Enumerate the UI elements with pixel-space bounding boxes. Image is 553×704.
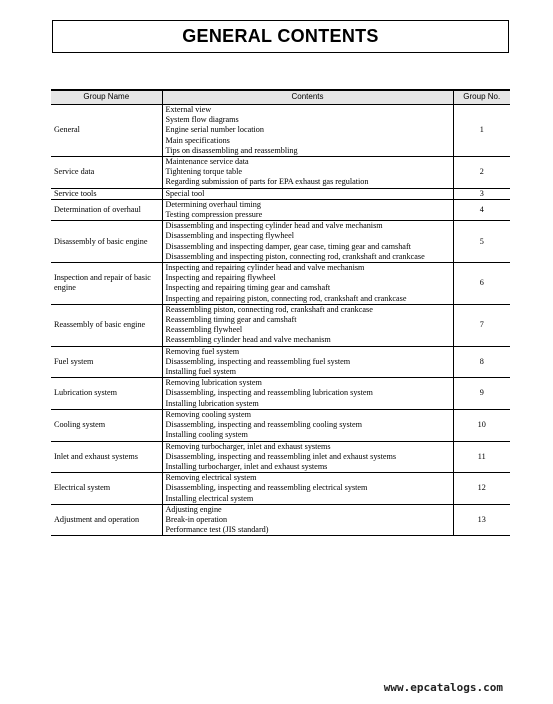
contents-cell <box>162 188 453 199</box>
contents-item: System flow diagrams <box>165 115 239 125</box>
contents-cell <box>162 409 453 441</box>
contents-item: Maintenance service data <box>165 157 249 167</box>
contents-table <box>51 89 510 536</box>
contents-item: Inspecting and repairing cylinder head and valve mechanism <box>165 263 365 273</box>
group-name-cell: Lubrication system <box>51 378 162 410</box>
contents-item: Removing lubrication system <box>165 378 262 388</box>
group-number-cell: 6 <box>453 263 510 305</box>
table-row <box>51 441 510 473</box>
group-number-cell: 13 <box>453 504 510 536</box>
group-name-cell: Service data <box>51 157 162 189</box>
group-number-cell: 7 <box>453 304 510 346</box>
contents-item: Disassembling, inspecting and reassembling lubrication system <box>165 388 373 398</box>
group-number-cell: 1 <box>453 105 510 157</box>
group-number-cell: 2 <box>453 157 510 189</box>
contents-item: Installing cooling system <box>165 430 248 440</box>
group-name-cell: Disassembly of basic engine <box>51 221 162 263</box>
contents-item: Disassembling, inspecting and reassembling fuel system <box>165 356 351 366</box>
group-name-cell: Inspection and repair of basic engine <box>51 263 162 305</box>
contents-item: Reassembling piston, connecting rod, crankshaft and crankcase <box>165 304 373 314</box>
table-row <box>51 188 510 199</box>
contents-item: Removing turbocharger, inlet and exhaust systems <box>165 441 331 451</box>
table-header-row <box>51 90 510 105</box>
contents-cell <box>162 441 453 473</box>
table-row <box>51 199 510 220</box>
table-row <box>51 346 510 378</box>
contents-cell <box>162 157 453 189</box>
contents-item: Disassembling and inspecting flywheel <box>165 231 294 241</box>
group-name-cell: Adjustment and operation <box>51 504 162 536</box>
contents-item: Removing electrical system <box>165 473 257 483</box>
table-row <box>51 105 510 157</box>
group-name-cell: Reassembly of basic engine <box>51 304 162 346</box>
header-group-name: Group Name <box>51 90 162 105</box>
group-number-cell: 5 <box>453 221 510 263</box>
contents-item: Disassembling, inspecting and reassembling electrical system <box>165 483 368 493</box>
contents-item: Removing fuel system <box>165 346 240 356</box>
contents-cell <box>162 378 453 410</box>
table-row <box>51 263 510 305</box>
contents-item: Testing compression pressure <box>165 210 263 220</box>
contents-item: Installing electrical system <box>165 493 254 503</box>
group-name-cell: Cooling system <box>51 409 162 441</box>
contents-item: Reassembling cylinder head and valve mechanism <box>165 335 331 345</box>
contents-item: Inspecting and repairing piston, connecting rod, crankshaft and crankcase <box>165 293 407 303</box>
contents-item: Performance test (JIS standard) <box>165 525 269 535</box>
contents-item: Break-in operation <box>165 514 228 524</box>
contents-item: Engine serial number location <box>165 125 264 135</box>
contents-item: Reassembling timing gear and camshaft <box>165 315 297 325</box>
contents-item: Tightening torque table <box>165 167 243 177</box>
table-row <box>51 504 510 536</box>
contents-item: Determining overhaul timing <box>165 199 261 209</box>
contents-cell <box>162 221 453 263</box>
group-number-cell: 10 <box>453 409 510 441</box>
contents-item: Disassembling and inspecting piston, connecting rod, crankshaft and crankcase <box>165 251 425 261</box>
contents-item: Disassembling and inspecting cylinder head and valve mechanism <box>165 221 383 231</box>
contents-item: Disassembling, inspecting and reassembling cooling system <box>165 420 362 430</box>
contents-item: Reassembling flywheel <box>165 325 243 335</box>
group-name-cell: Electrical system <box>51 473 162 505</box>
group-number-cell: 9 <box>453 378 510 410</box>
contents-item: Installing turbocharger, inlet and exhaust systems <box>165 461 328 471</box>
group-name-cell: Service tools <box>51 188 162 199</box>
table-row <box>51 409 510 441</box>
table-row <box>51 221 510 263</box>
contents-item: Regarding submission of parts for EPA exhaust gas regulation <box>165 177 369 187</box>
group-number-cell: 3 <box>453 188 510 199</box>
contents-item: Adjusting engine <box>165 504 222 514</box>
contents-item: Inspecting and repairing timing gear and camshaft <box>165 283 331 293</box>
contents-item: Main specifications <box>165 135 230 145</box>
group-number-cell: 12 <box>453 473 510 505</box>
title-box <box>52 20 509 53</box>
contents-item: External view <box>165 105 212 114</box>
contents-cell <box>162 105 453 157</box>
table-row <box>51 473 510 505</box>
footer-url[interactable]: www.epcatalogs.com <box>383 681 503 694</box>
contents-item: Inspecting and repairing flywheel <box>165 273 276 283</box>
group-number-cell: 8 <box>453 346 510 378</box>
contents-item: Installing lubrication system <box>165 398 259 408</box>
contents-item: Special tool <box>165 188 205 198</box>
contents-item: Installing fuel system <box>165 367 236 377</box>
page-title: GENERAL CONTENTS <box>182 26 379 46</box>
contents-item: Disassembling, inspecting and reassembling inlet and exhaust systems <box>165 451 397 461</box>
table-row <box>51 304 510 346</box>
contents-cell <box>162 263 453 305</box>
group-name-cell: Inlet and exhaust systems <box>51 441 162 473</box>
contents-item: Tips on disassembling and reassembling <box>165 145 298 155</box>
contents-cell <box>162 473 453 505</box>
group-name-cell: General <box>51 105 162 157</box>
contents-cell <box>162 304 453 346</box>
header-contents: Contents <box>162 90 453 105</box>
table-row <box>51 157 510 189</box>
group-name-cell: Determination of overhaul <box>51 199 162 220</box>
contents-item: Disassembling and inspecting damper, gear case, timing gear and camshaft <box>165 241 411 251</box>
group-number-cell: 11 <box>453 441 510 473</box>
group-number-cell: 4 <box>453 199 510 220</box>
contents-cell <box>162 504 453 536</box>
contents-cell <box>162 346 453 378</box>
group-name-cell: Fuel system <box>51 346 162 378</box>
header-group-no: Group No. <box>453 90 510 105</box>
contents-cell <box>162 199 453 220</box>
table-row <box>51 378 510 410</box>
contents-item: Removing cooling system <box>165 409 252 419</box>
